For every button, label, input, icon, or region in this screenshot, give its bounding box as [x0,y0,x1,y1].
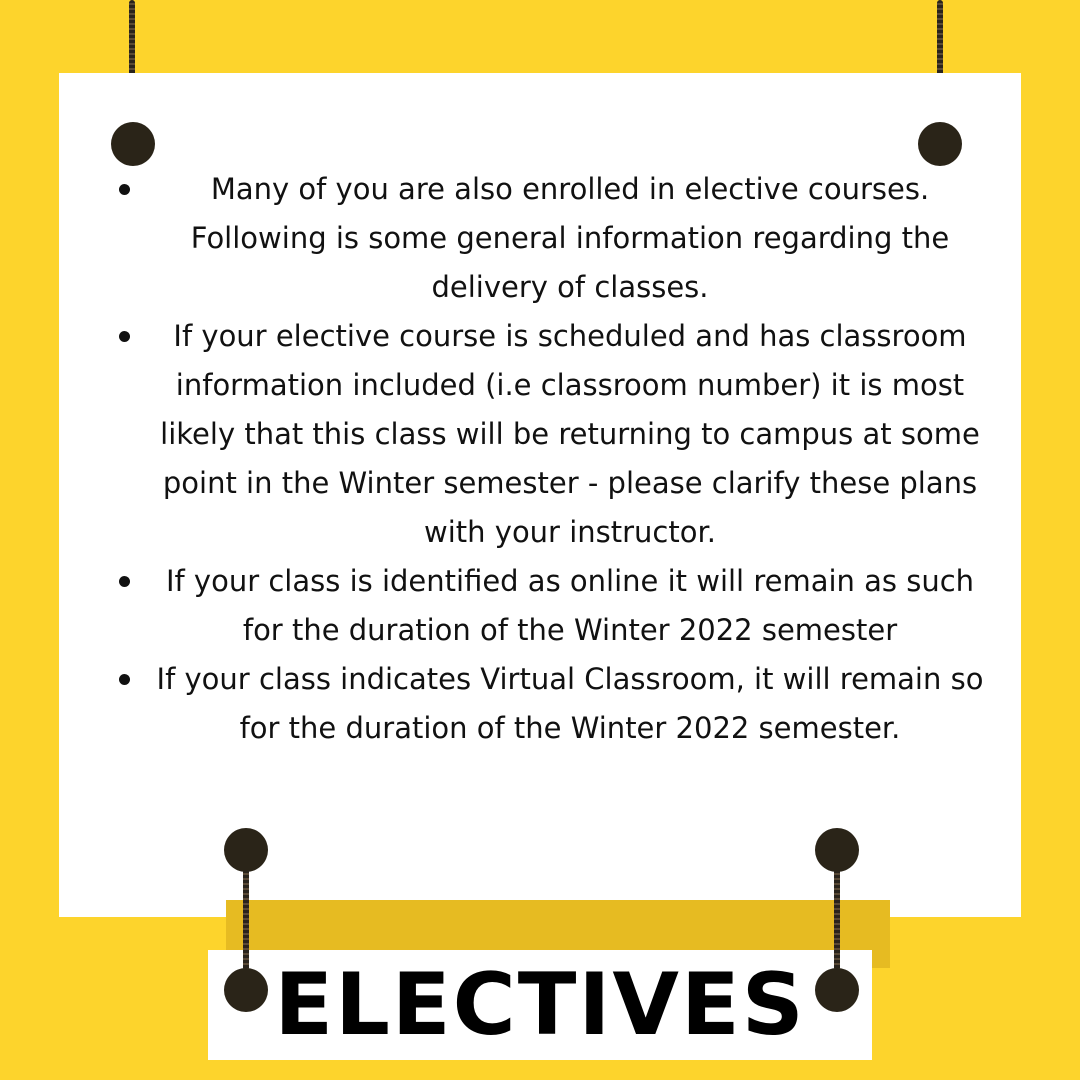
notice-item [108,557,988,655]
middle-left-pin [224,828,268,872]
notice-item-text: If your elective course is scheduled and has classroom information included (i.e classroom number) it is most likely that this class will be returning to campus at some point in the Winter semester - please clarify these plans with your instructor. [160,319,980,549]
title-plate [208,950,872,1060]
notice-item-text: If your class is identified as online it will remain as such for the duration of the Winter 2022 semester [165,564,975,647]
bullet-icon [119,331,130,342]
top-left-pin [111,122,155,166]
poster-title: ELECTIVES [274,955,806,1055]
top-right-pin [918,122,962,166]
bullet-icon [119,576,130,587]
bullet-icon [119,674,130,685]
notice-list [108,165,988,753]
bullet-icon [119,184,130,195]
notice-item [108,165,988,312]
notice-item-text: If your class indicates Virtual Classroom, it will remain so for the duration of the Winter 2022 semester. [156,662,984,745]
notice-item [108,655,988,753]
middle-right-pin [815,828,859,872]
bottom-left-pin [224,968,268,1012]
notice-item-text: Many of you are also enrolled in elective courses. Following is some general information regarding the delivery of classes. [190,172,950,304]
notice-item [108,312,988,557]
bottom-right-pin [815,968,859,1012]
